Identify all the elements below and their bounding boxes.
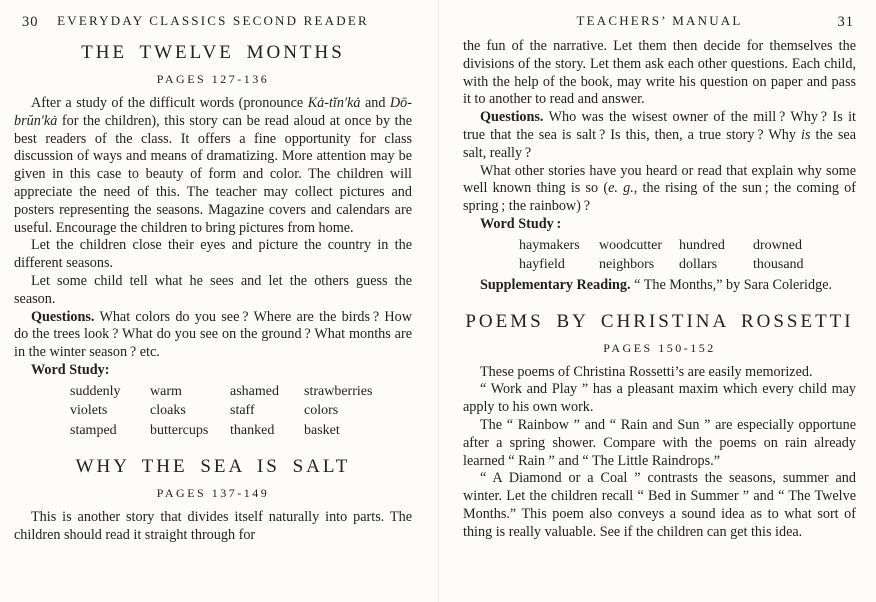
word-study-table [70, 382, 412, 441]
word-study-item: stamped [70, 422, 117, 438]
text-run: Let the children close their eyes and picture the country in the different seasons. [14, 237, 412, 272]
text-run: The “ Rainbow ” and “ Rain and Sun ” are especially opportune after a spring shower. Compare with the poems on rain already learned “ Rain ” and “ The Little Raindrops.” [463, 416, 856, 469]
word-study-item: staff [230, 403, 255, 419]
text-run: the sea salt, really ? [463, 126, 856, 161]
word-study-label [463, 216, 856, 234]
italic-text: e. g. [608, 180, 634, 197]
word-study-item: hayfield [519, 257, 565, 273]
paragraph-supplementary-reading [463, 277, 856, 295]
pages-label-127-136: PAGES 127-136 [156, 72, 270, 86]
section-title-why-the-sea-is-salt: WHY THE SEA IS SALT [75, 456, 351, 478]
word-study-row [70, 382, 412, 402]
section-body [14, 95, 412, 440]
word-study-item: strawberries [304, 383, 373, 399]
word-study-item: ashamed [230, 383, 279, 399]
word-study-item: violets [70, 403, 108, 419]
text-run: What other stories have you heard or read that explain why some well known thing is so ( [463, 162, 856, 197]
bold-text: Word Study: [31, 361, 110, 378]
word-study-item: thanked [230, 422, 275, 438]
word-study-item: colors [304, 403, 339, 419]
italic-text: Kȧ-tĭn′kȧ [307, 95, 361, 111]
bold-text: Word Study : [480, 215, 562, 232]
paragraph [14, 509, 412, 545]
word-study-item: woodcutter [599, 237, 662, 253]
word-study-label [14, 362, 412, 380]
page-number-right: 31 [837, 14, 854, 30]
paragraph [14, 273, 412, 309]
word-study-item: buttercups [150, 422, 209, 438]
section-title-poems-by-christina-rossetti: POEMS BY CHRISTINA ROSSETTI [465, 310, 854, 332]
paragraph-questions [463, 109, 856, 162]
pages-label-137-149: PAGES 137-149 [156, 486, 270, 501]
text-run: for the children), this story can be read aloud at once by the best readers of the class. It offers a fine opportunity for class discussion of ways and means of dramatizing. More attention may be given in this case to beauty of form and color. The children will appreciate the need of this. The teacher may collect pictures and posters representing the seasons. Magazine covers and calendars are useful. Encourage the children to bring pictures from home. [14, 112, 412, 236]
text-run: What colors do you see ? Where are the birds ? How do the trees look ? What do you see on the ground ? What months are in the winter season ? etc. [14, 308, 412, 361]
running-header-title-right: TEACHERS’ MANUAL [576, 13, 743, 28]
bold-text: Questions. [480, 109, 544, 126]
word-study-row [70, 421, 412, 441]
word-study-item: thousand [753, 257, 804, 273]
word-study-item: warm [150, 383, 182, 399]
paragraph [14, 237, 412, 273]
text-run: “ A Diamond or a Coal ” contrasts the seasons, summer and winter. Let the children recall “ Bed in Summer ” and “ The Twelve Months.” This poem also conveys a sound idea as to what sort of thing is really valuable. See if the children can get this idea. [463, 470, 856, 540]
section-body [463, 364, 856, 542]
paragraph [463, 470, 856, 541]
pages-label-150-152: PAGES 150-152 [603, 340, 716, 355]
bold-text: Questions. [31, 308, 95, 325]
paragraph [463, 381, 856, 417]
italic-text: Dō-brŭn′kȧ [14, 95, 412, 129]
page-number-left: 30 [22, 14, 39, 30]
word-study-row [519, 236, 856, 256]
paragraph-questions [14, 309, 412, 362]
text-run: These poems of Christina Rossetti’s are easily memorized. [480, 363, 813, 380]
running-header-title-left: EVERYDAY CLASSICS SECOND READER [57, 13, 369, 28]
word-study-item: hundred [679, 237, 725, 253]
word-study-item: haymakers [519, 237, 580, 253]
word-study-item: drowned [753, 237, 802, 253]
word-study-item: basket [304, 422, 340, 438]
text-run: This is another story that divides itself naturally into parts. The children should read it straight through for [14, 509, 412, 544]
paragraph [463, 364, 856, 382]
text-run: “ Work and Play ” has a pleasant maxim which every child may apply to his own work. [463, 381, 856, 416]
word-study-item: dollars [679, 257, 718, 273]
text-run: , the rising of the sun ; the coming of spring ; the rainbow) ? [463, 180, 857, 215]
text-run: Let some child tell what he sees and let the others guess the season. [14, 272, 412, 307]
paragraph-continuation [463, 38, 856, 109]
word-study-item: cloaks [150, 403, 186, 419]
word-study-item: neighbors [599, 257, 655, 273]
text-run: the fun of the narrative. Let them then decide for themselves the divisions of the story. Let them ask each other questions. Each child, with the help of the book, may write his question on paper and pass it to another to read and answer. [463, 38, 856, 108]
bold-text: Supplementary Reading. [480, 276, 631, 293]
word-study-row [70, 401, 412, 421]
section-body [14, 509, 412, 545]
text-run: Who was the wisest owner of the mill ? Why ? Is it true that the sea is salt ? Is this, then, a true story ? Why [463, 109, 856, 143]
word-study-table [519, 236, 856, 275]
text-run: After a study of the difficult words (pronounce [31, 95, 308, 111]
paragraph [463, 163, 856, 216]
text-run: “ The Months,” by Sara Coleridge. [630, 276, 833, 293]
section-title-the-twelve-months: THE TWELVE MONTHS [81, 42, 345, 63]
running-header-right [463, 13, 856, 29]
word-study-item: suddenly [70, 383, 121, 399]
running-header-left [14, 13, 412, 29]
text-run: and [360, 95, 390, 111]
paragraph [14, 95, 412, 237]
word-study-row [519, 255, 856, 275]
page-right [438, 0, 876, 602]
paragraph [463, 417, 856, 470]
section-body-continuation [463, 38, 856, 295]
italic-text: is [801, 126, 811, 143]
